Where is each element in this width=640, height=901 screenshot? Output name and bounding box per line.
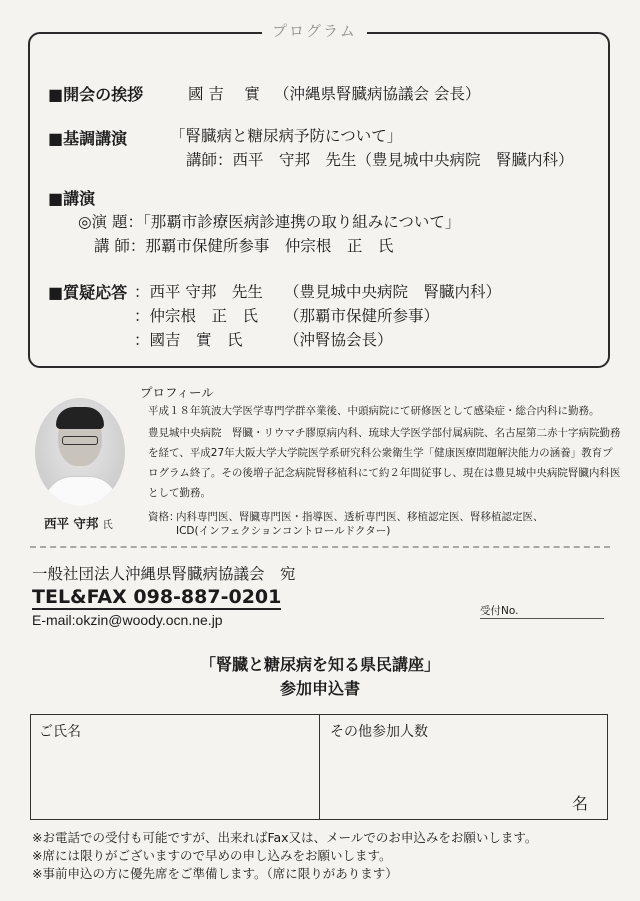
form-subtitle: 参加申込書 xyxy=(279,679,360,698)
qa-heading: ■質疑応答 xyxy=(48,283,128,302)
lecture-lecturer: 講 師：那覇市保健所参事 仲宗根 正 氏 xyxy=(94,237,394,255)
name-field[interactable] xyxy=(31,715,318,818)
application-form-table xyxy=(30,714,608,820)
cut-line-divider xyxy=(30,546,610,548)
opening-speaker: 國 吉 實 xyxy=(188,85,260,103)
keynote-title: 「腎臓病と糖尿病予防について」 xyxy=(170,127,403,145)
opening-role: （沖縄県腎臓病協議会 会長） xyxy=(274,85,481,103)
opening-heading: ■開会の挨拶 xyxy=(48,85,144,104)
profile-line-1: 平成１８年筑波大学医学専門学群卒業後、中頭病院にて研修医として感染症・総合内科に勤務。 xyxy=(148,405,600,417)
lecture-title: ◎演 題：「那覇市診療医病診連携の取り組みについて」 xyxy=(78,213,461,231)
others-count-unit: 名 xyxy=(572,794,589,813)
keynote-heading: ■基調講演 xyxy=(48,129,128,148)
qa-name-2: ：仲宗根 正 氏 xyxy=(134,307,259,325)
receipt-number-field[interactable] xyxy=(480,604,604,619)
qa-role-2: （那覇市保健所参事） xyxy=(284,307,440,325)
lecture-heading: ■講演 xyxy=(48,189,96,208)
profile-line-2: 豊見城中央病院 腎臓・リウマチ膠原病内科、琉球大学医学部付属病院、名古屋第二赤十字病院勤務 xyxy=(148,427,621,439)
qa-name-1: ：西平 守邦 先生 xyxy=(134,283,263,301)
qa-role-1: （豊見城中央病院 腎臓内科） xyxy=(284,283,502,301)
profile-heading: プロフィール xyxy=(140,385,214,400)
contact-email: E-mail:okzin@woody.ocn.ne.jp xyxy=(32,612,223,628)
qa-role-3: （沖腎協会長） xyxy=(284,331,393,349)
profile-line-4: ログラム終了。その後増子記念病院腎移植科にて約２年間従事し、現在は豊見城中央病院腎臓内科医 xyxy=(148,467,621,479)
profile-line-5: として勤務。 xyxy=(148,487,211,499)
profile-line-3: を経て、平成27年大阪大学大学院医学系研究科公衆衛生学「健康医療問題解決能力の涵養」教育プ xyxy=(148,447,613,459)
program-title: プログラム xyxy=(262,20,367,41)
speaker-photo xyxy=(35,398,125,506)
qa-name-3: ：國吉 實 氏 xyxy=(134,331,243,349)
qualifications-line-2: ICD(インフェクションコントロールドクター) xyxy=(176,525,391,537)
name-field-label: ご氏名 xyxy=(39,724,81,740)
keynote-lecturer: 講師：西平 守邦 先生（豊見城中央病院 腎臓内科） xyxy=(186,151,574,169)
contact-telfax: TEL&FAX 098-887-0201 xyxy=(32,586,282,608)
others-count-label: その他参加人数 xyxy=(330,724,428,740)
note-3: ※事前申込の方に優先席をご準備します。（席に限りがあります） xyxy=(32,866,398,881)
speaker-name: 西平 守邦 氏 xyxy=(44,516,113,531)
form-title: 「腎臓と糖尿病を知る県民講座」 xyxy=(199,655,440,674)
note-2: ※席には限りがございますので早めの申し込みをお願いします。 xyxy=(32,848,392,863)
receipt-number-label: 受付No. xyxy=(480,605,519,617)
contact-org: 一般社団法人沖縄県腎臓病協議会 宛 xyxy=(32,565,296,583)
others-count-field[interactable] xyxy=(320,715,606,818)
qualifications-line-1: 内科専門医、腎臓専門医・指導医、透析専門医、移植認定医、腎移植認定医、 xyxy=(176,511,544,523)
note-1: ※お電話での受付も可能ですが、出来ればFax又は、メールでのお申込みをお願いします。 xyxy=(32,830,538,845)
qualifications-label: 資格： xyxy=(148,511,180,523)
